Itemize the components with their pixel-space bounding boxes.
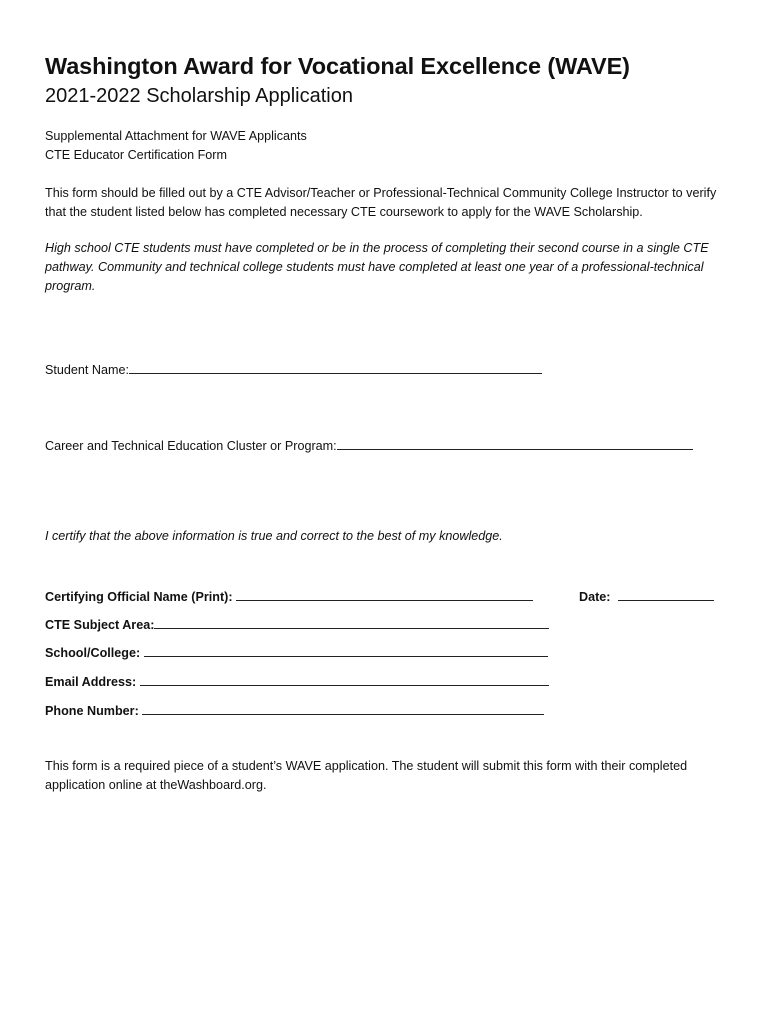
school-input-line[interactable] [144, 643, 548, 657]
date-input-line[interactable] [618, 587, 714, 601]
form-subtitle: 2021-2022 Scholarship Application [45, 85, 353, 107]
phone-label: Phone Number: [45, 704, 139, 718]
school-label: School/College: [45, 646, 141, 660]
subject-area-input-line[interactable] [154, 615, 549, 629]
email-label: Email Address: [45, 675, 137, 689]
intro-paragraph: This form should be filled out by a CTE Advisor/Teacher or Professional-Technical Community College Instructor to verify that the student listed below has completed necessary CTE coursework to apply for the WAVE Scholarship. [45, 186, 717, 219]
requirements-note: High school CTE students must have completed or be in the process of completing their second course in a single CTE pathway. Community and technical college students must have completed at least one year of a professional-technical program. [45, 241, 709, 293]
student-name-field [45, 360, 542, 377]
phone-input-line[interactable] [142, 701, 544, 715]
attachment-line-2: CTE Educator Certification Form [45, 148, 227, 162]
official-name-label: Certifying Official Name (Print): [45, 590, 233, 604]
footer-note: This form is a required piece of a student’s WAVE application. The student will submit this form with their completed application online at theWashboard.org. [45, 759, 688, 792]
cte-cluster-label: Career and Technical Education Cluster or Program: [45, 439, 337, 453]
subject-area-label: CTE Subject Area: [45, 618, 155, 632]
student-name-input-line[interactable] [129, 360, 542, 374]
attachment-line-1: Supplemental Attachment for WAVE Applicants [45, 129, 307, 143]
email-input-line[interactable] [140, 672, 549, 686]
form-page [45, 50, 735, 792]
cte-cluster-input-line[interactable] [337, 436, 693, 450]
school-field [45, 643, 548, 660]
form-title: Washington Award for Vocational Excellence (WAVE) [45, 53, 630, 79]
student-name-label: Student Name: [45, 363, 130, 377]
phone-field [45, 701, 544, 718]
date-label: Date: [579, 590, 611, 604]
cte-cluster-field [45, 436, 693, 453]
date-field [579, 587, 714, 604]
subject-area-field [45, 615, 549, 632]
official-name-input-line[interactable] [236, 587, 533, 601]
email-field [45, 672, 549, 689]
official-name-field [45, 587, 533, 604]
certification-statement: I certify that the above information is true and correct to the best of my knowledge. [45, 529, 503, 543]
attachment-info [45, 127, 735, 165]
